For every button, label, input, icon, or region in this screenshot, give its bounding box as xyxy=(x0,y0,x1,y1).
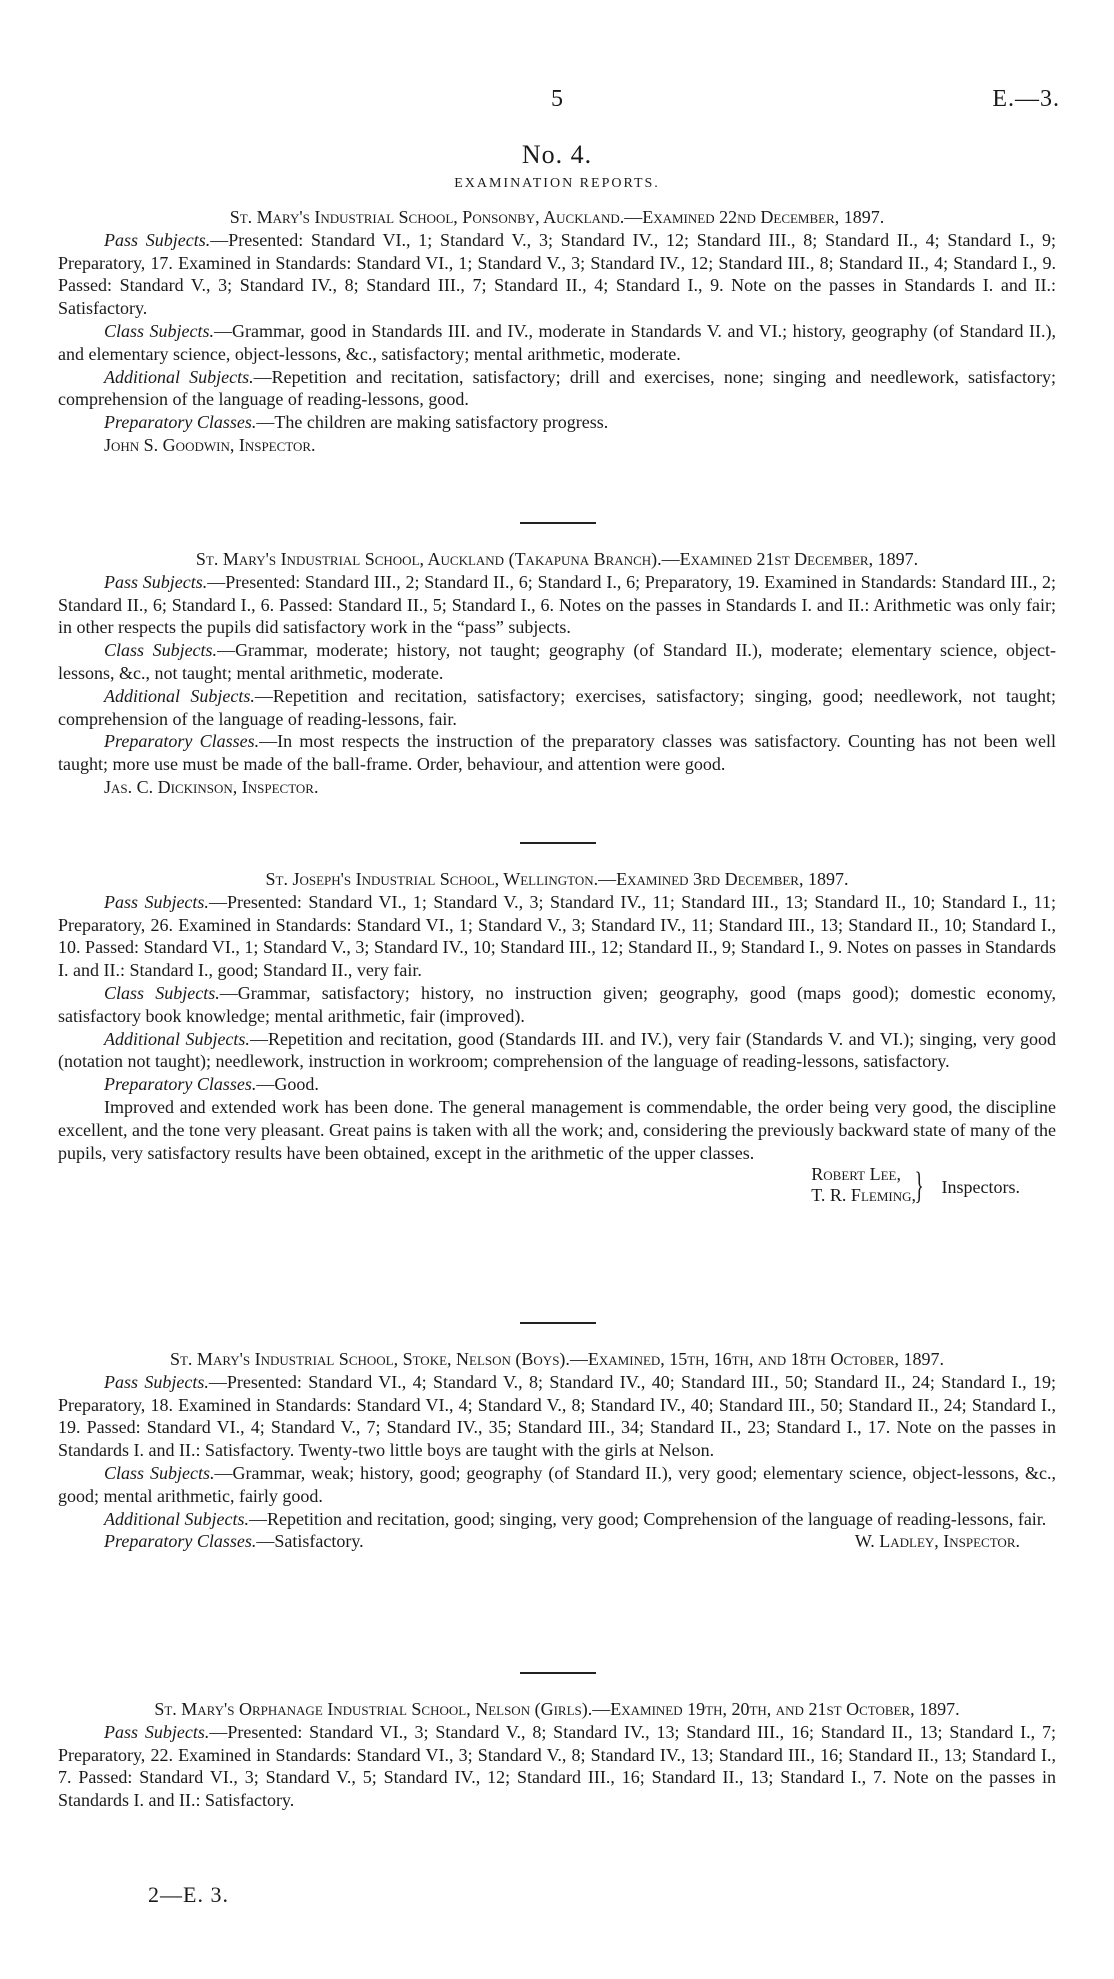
preparatory-classes: Preparatory Classes.—Satisfactory. W. Ladley, Inspector. xyxy=(104,1531,1020,1552)
page-reference: E.—3. xyxy=(992,86,1060,112)
inspector-name: Robert Lee, xyxy=(811,1164,901,1185)
report-title: St. Mary's Orphanage Industrial School, Nelson (Girls).—Examined 19th, 20th, and 21st October, 1897. xyxy=(154,1699,960,1719)
pass-subjects: Pass Subjects.—Presented: Standard VI., 1; Standard V., 3; Standard IV., 11; Standard III., 13; Standard II., 10; Standard I., 11; Preparatory, 26. Examined in Standards: Standard VI., 1; Standard V., 3; Standard IV., 11; Standard III., 13; Standard II., 10; Standard I., 10. Passed: Standard VI., 1; Standard V., 3; Standard IV., 10; Standard III., 12; Standard II., 9; Standard I., 9. Notes on passes in Standards I. and II.: Standard I., good; Standard II., very fair. xyxy=(58,891,1056,981)
page-number: 5 xyxy=(551,86,563,112)
preparatory-classes: Preparatory Classes.—Good. xyxy=(104,1074,319,1095)
class-subjects: Class Subjects.—Grammar, satisfactory; history, no instruction given; geography, good (maps good); domestic economy, satisfactory book knowledge; mental arithmetic, fair (improved). xyxy=(58,982,1056,1026)
additional-subjects: Additional Subjects.—Repetition and recitation, satisfactory; exercises, satisfactory; singing, good; needlework, not taught; comprehension of the language of reading-lessons, fair. xyxy=(58,685,1057,729)
report-takapuna xyxy=(58,548,1056,799)
report-wellington xyxy=(58,868,1056,1210)
signature-mark: 2—E. 3. xyxy=(148,1882,229,1907)
preparatory-classes: Preparatory Classes.—The children are making satisfactory progress. xyxy=(104,412,609,433)
section-divider xyxy=(520,1322,596,1324)
pass-subjects: Pass Subjects.—Presented: Standard VI., 1; Standard V., 3; Standard IV., 12; Standard III., 8; Standard II., 4; Standard I., 9; Preparatory, 17. Examined in Standards: Standard VI., 1; Standard V., 3; Standard IV., 12; Standard III., 8; Standard II., 4; Standard I., 9. Passed: Standard V., 3; Standard IV., 8; Standard III., 7; Standard II., 4; Standard I., 9. Note on the passes in Standards I. and II.: Satisfactory. xyxy=(58,229,1056,319)
section-divider xyxy=(520,1672,596,1674)
pass-subjects: Pass Subjects.—Presented: Standard VI., 4; Standard V., 8; Standard IV., 40; Standard III., 50; Standard II., 24; Standard I., 19; Preparatory, 18. Examined in Standards: Standard VI., 4; Standard V., 8; Standard IV., 40; Standard III., 50; Standard II., 24; Standard I., 19. Passed: Standard VI., 4; Standard V., 7; Standard IV., 35; Standard III., 34; Standard II., 23; Standard I., 17. Note on the passes in Standards I. and II.: Satisfactory. Twenty-two little boys are taught with the girls at Nelson. xyxy=(58,1371,1056,1461)
report-title: St. Mary's Industrial School, Auckland (Takapuna Branch).—Examined 21st December, 1897. xyxy=(195,549,919,569)
section-divider xyxy=(520,522,596,524)
report-stoke-nelson xyxy=(58,1348,1056,1553)
report-title: St. Joseph's Industrial School, Wellington.—Examined 3rd December, 1897. xyxy=(265,869,849,889)
section-number: No. 4. xyxy=(521,140,593,169)
pass-subjects: Pass Subjects.—Presented: Standard VI., 3; Standard V., 8; Standard IV., 13; Standard III., 16; Standard II., 13; Standard I., 7; Preparatory, 22. Examined in Standards: Standard VI., 3; Standard V., 8; Standard IV., 13; Standard III., 16; Standard II., 13; Standard I., 7. Passed: Standard VI., 3; Standard V., 5; Standard IV., 12; Standard III., 16; Standard II., 13; Standard I., 7. Note on the passes in Standards I. and II.: Satisfactory. xyxy=(58,1721,1056,1811)
report-title: St. Mary's Industrial School, Ponsonby, Auckland.—Examined 22nd December, 1897. xyxy=(229,207,885,227)
brace-icon: } xyxy=(914,1165,924,1208)
report-orphanage-nelson xyxy=(58,1698,1056,1812)
report-title: St. Mary's Industrial School, Stoke, Nelson (Boys).—Examined, 15th, 16th, and 18th October, 1897. xyxy=(169,1349,944,1369)
additional-subjects: Additional Subjects.—Repetition and recitation, good (Standards III. and IV.), very fair (Standards V. and VI.); singing, very good (notation not taught); needlework, instruction in workroom; comprehension of the language of reading-lessons, satisfactory. xyxy=(58,1028,1057,1072)
pass-subjects: Pass Subjects.—Presented: Standard III., 2; Standard II., 6; Standard I., 6; Preparatory, 19. Examined in Standards: Standard III., 2; Standard II., 6; Standard I., 6. Passed: Standard II., 5; Standard I., 6. Notes on the passes in Standards I. and II.: Arithmetic was only fair; in other respects the pupils did satisfactory work in the “pass” subjects. xyxy=(58,571,1056,638)
preparatory-classes: Preparatory Classes.—In most respects the instruction of the preparatory classes was satisfactory. Counting has not been well taught; more use must be made of the ball-frame. Order, behaviour, and attention were good. xyxy=(58,731,1056,775)
inspector-name: T. R. Fleming, xyxy=(811,1185,916,1206)
general-remarks: Improved and extended work has been done. The general management is commendable, the order being very good, the discipline excellent, and the tone very pleasant. Great pains is taken with all the work; and, considering the previously backward state of many of the pupils, very satisfactory results have been obtained, except in the arithmetic of the upper classes. xyxy=(58,1096,1056,1163)
class-subjects: Class Subjects.—Grammar, moderate; history, not taught; geography (of Standard II.), moderate; elementary science, object-lessons, &c., not taught; mental arithmetic, moderate. xyxy=(58,640,1056,683)
section-divider xyxy=(520,842,596,844)
class-subjects: Class Subjects.—Grammar, good in Standards III. and IV., moderate in Standards V. and VI.; history, geography (of Standard II.), and elementary science, object-lessons, &c., satisfactory; mental arithmetic, moderate. xyxy=(58,320,1056,364)
additional-subjects: Additional Subjects.—Repetition and recitation, good; singing, very good; Comprehension of the language of reading-lessons, fair. xyxy=(104,1508,1047,1529)
class-subjects: Class Subjects.—Grammar, weak; history, good; geography (of Standard II.), very good; elementary science, object-lessons, &c., good; mental arithmetic, fairly good. xyxy=(58,1462,1056,1506)
report-ponsonby xyxy=(58,206,1056,457)
inspectors-signature xyxy=(58,1164,1056,1210)
section-heading xyxy=(0,140,1114,192)
inspector-signature: W. Ladley, Inspector. xyxy=(854,1531,1020,1552)
inspector-signature: John S. Goodwin, Inspector. xyxy=(104,434,316,455)
inspector-signature: Jas. C. Dickinson, Inspector. xyxy=(104,776,319,797)
inspector-role: Inspectors. xyxy=(941,1177,1020,1198)
additional-subjects: Additional Subjects.—Repetition and recitation, satisfactory; drill and exercises, none; singing and needlework, satisfactory; comprehension of the language of reading-lessons, good. xyxy=(58,366,1056,410)
section-title: EXAMINATION REPORTS. xyxy=(454,176,660,191)
